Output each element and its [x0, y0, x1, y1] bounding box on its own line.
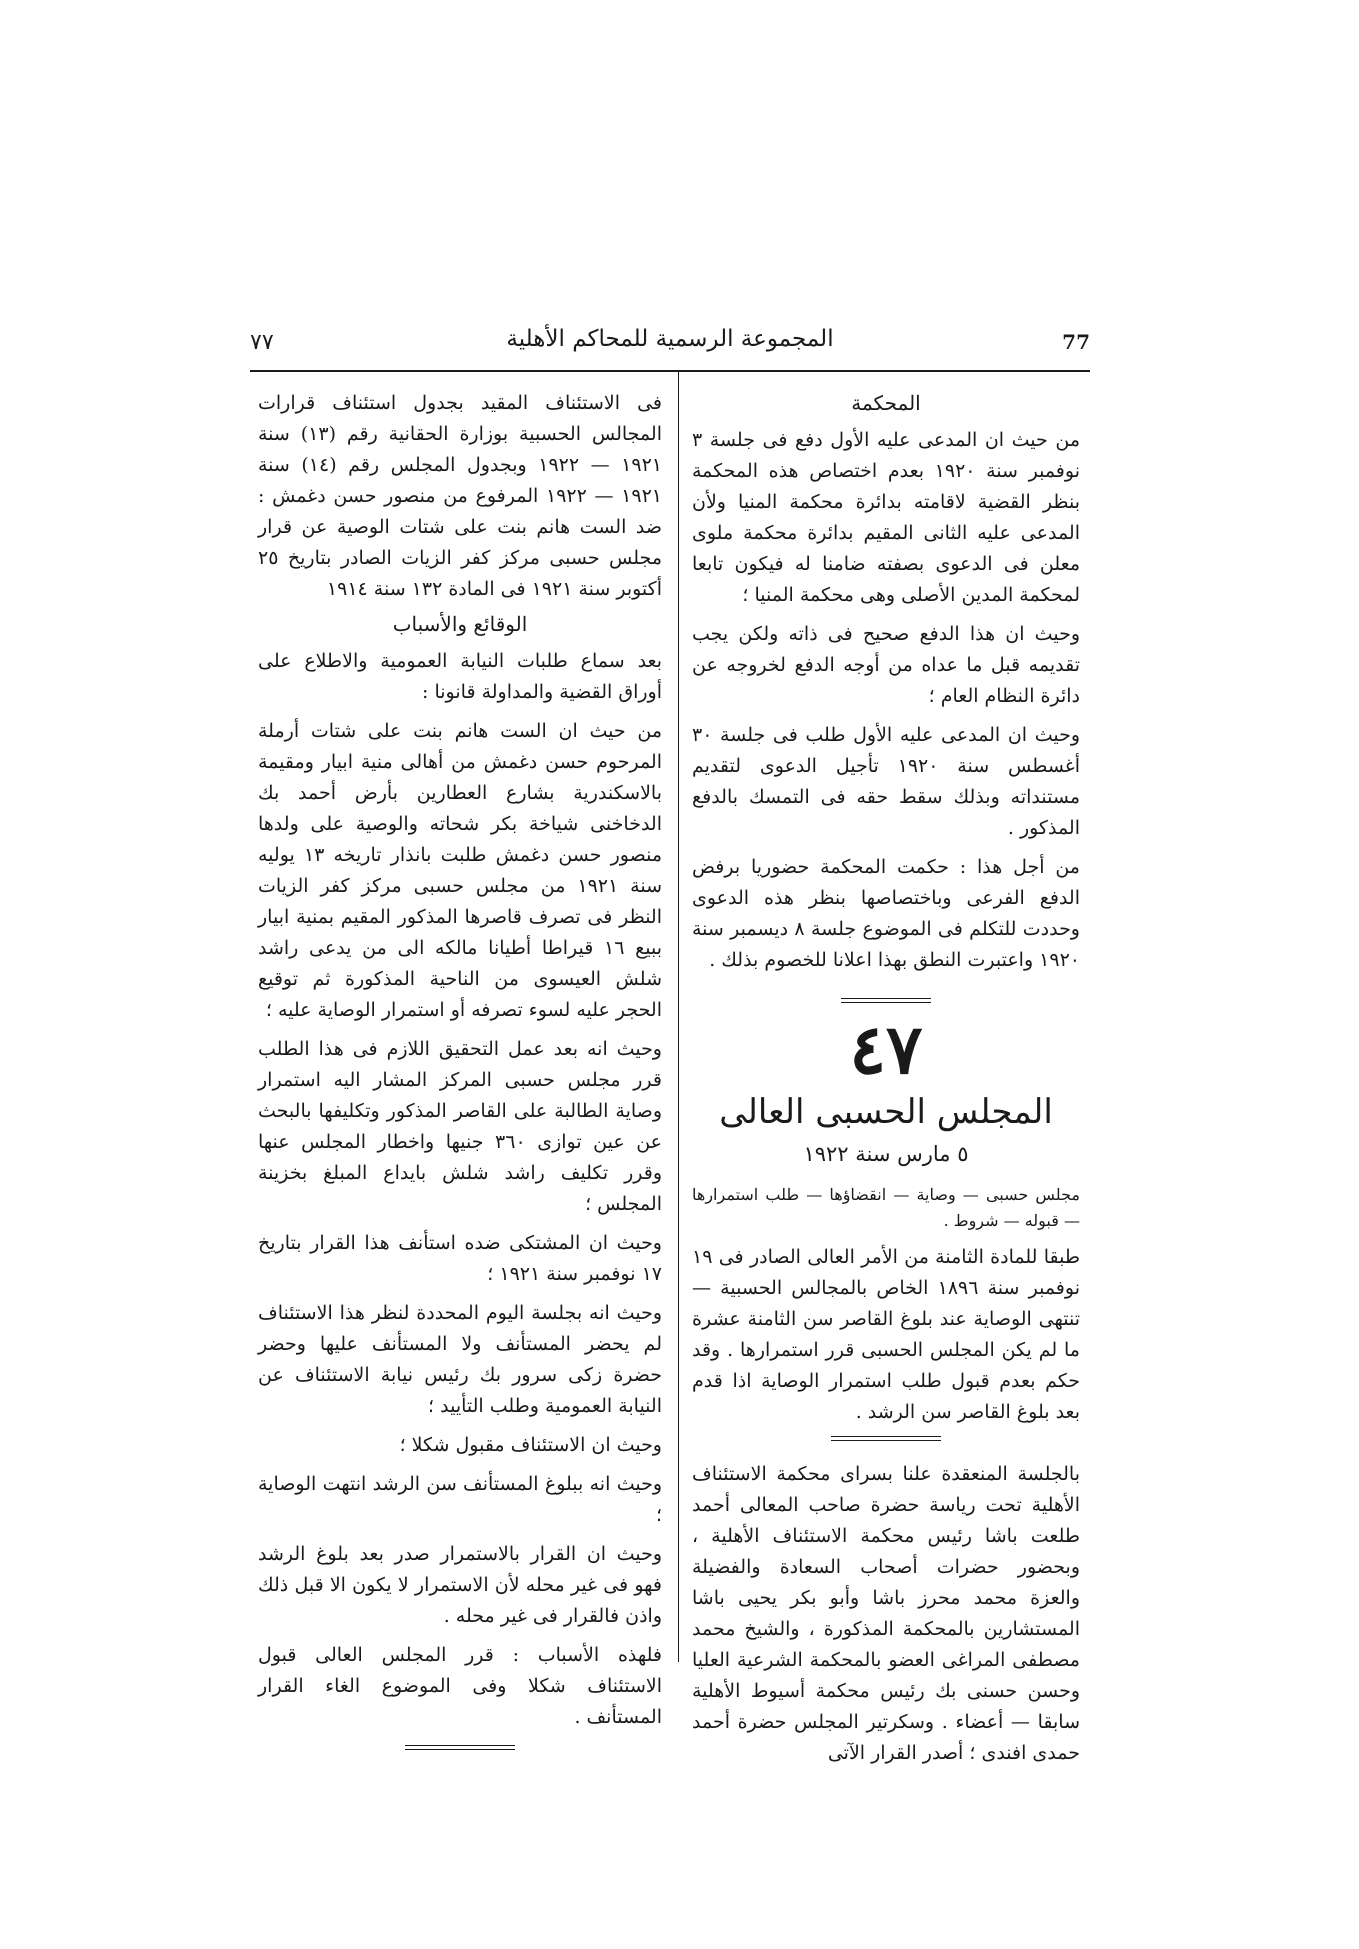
paragraph: وحيث انه بجلسة اليوم المحددة لنظر هذا الاستئناف لم يحضر المستأنف ولا المستأنف عليها وحضر حضرة زكى سرور بك رئيس نيابة الاستئناف عن النيابة العمومية وطلب التأييد ؛ — [258, 1302, 662, 1417]
case-number: ٤٧ — [849, 1010, 923, 1090]
page-header — [250, 326, 1090, 366]
paragraph: وحيث ان الاستئناف مقبول شكلا ؛ — [399, 1434, 662, 1456]
judgment-paragraph: من أجل هذا : حكمت المحكمة حضوريا برفض الدفع الفرعى وباختصاصها بنظر هذه الدعوى وحددت للتكلم فى الموضوع جلسة ٨ ديسمبر سنة ١٩٢٠ واعتبرت النطق بهذا اعلانا للخصوم بذلك . — [692, 856, 1080, 971]
paragraph: وحيث انه بعد عمل التحقيق اللازم فى هذا الطلب قرر مجلس حسبى المركز المشار اليه استمرار وصاية الطالبة على القاصر المذكور وتكليفها بالبحث عن عين توازى ٣٦٠ جنيها واخطار المجلس عنها وقرر تكليف راشد شلش بايداع المبلغ بخزينة المجلس ؛ — [258, 1038, 662, 1215]
case-date: ٥ مارس سنة ١٩٢٢ — [803, 1142, 969, 1166]
session-paragraph: بالجلسة المنعقدة علنا بسراى محكمة الاستئناف الأهلية تحت رياسة حضرة صاحب المعالى أحمد طلعت باشا رئيس محكمة الاستئناف الأهلية ، وبحضور حضرات أصحاب السعادة والفضيلة والعزة محمد محرز باشا وأبو بكر يحيى باشا المستشارين بالمحكمة المذكورة ، والشيخ محمد مصطفى المراغى العضو بالمحكمة الشرعية العليا وحسن حسنى بك رئيس محكمة أسيوط الأهلية سابقا — أعضاء . وسكرتير المجلس حضرة أحمد حمدى افندى ؛ أصدر القرار الآتى — [692, 1463, 1080, 1764]
end-rule — [405, 1745, 515, 1750]
paragraph: من حيث ان المدعى عليه الأول دفع فى جلسة ٣ نوفمبر سنة ١٩٢٠ بعدم اختصاص هذه المحكمة بنظر القضية لاقامته بدائرة محكمة المنيا ولأن المدعى عليه الثانى المقيم بدائرة محكمة ملوى معلن فى الدعوى بصفته ضامنا له فيكون تابعا لمحكمة المدين الأصلى وهى محكمة المنيا ؛ — [692, 429, 1080, 606]
page-number-right: 77 — [1062, 330, 1090, 354]
paragraph: بعد سماع طلبات النيابة العمومية والاطلاع على أوراق القضية والمداولة قانونا : — [258, 650, 662, 703]
right-column — [692, 388, 1080, 1777]
paragraph: وحيث ان القرار بالاستمرار صدر بعد بلوغ الرشد فهو فى غير محله لأن الاستمرار لا يكون الا قبل ذلك واذن فالقرار فى غير محله . — [258, 1543, 662, 1627]
court-heading: المحكمة — [851, 391, 921, 415]
paragraph: وحيث ان المدعى عليه الأول طلب فى جلسة ٣٠ أغسطس سنة ١٩٢٠ تأجيل الدعوى لتقديم مستنداته وبذلك سقط حقه فى التمسك بالدفع المذكور . — [692, 724, 1080, 839]
left-column — [258, 388, 662, 1750]
running-title: المجموعة الرسمية للمحاكم الأهلية — [506, 326, 834, 352]
page-number-left: ٧٧ — [250, 330, 274, 355]
header-rule — [250, 370, 1090, 372]
column-divider — [678, 372, 679, 1662]
section-rule — [841, 998, 931, 1003]
appeal-intro-text: فى الاستئناف المقيد بجدول استئناف قرارات المجالس الحسبية بوزارة الحقانية رقم (١٣) سنة ١٩٢١ — ١٩٢٢ وبجدول المجلس رقم (١٤) سنة ١٩٢١ — ١٩٢٢ المرفوع من منصور حسن دغمش : ضد الست هانم بنت على شتات الوصية عن قرار مجلس حسبى مركز كفر الزيات الصادر بتاريخ ٢٥ أكتوبر سنة ١٩٢١ فى المادة ١٣٢ — [258, 392, 662, 600]
paragraph: من حيث ان الست هانم بنت على شتات أرملة المرحوم حسن دغمش من أهالى منية ابيار ومقيمة بالاسكندرية بشارع العطارين بأرض أحمد بك الدخاخنى شياخة بكر شحاته والوصية على ولدها منصور حسن دغمش طلبت بانذار تاريخه ١٣ يوليه سنة ١٩٢١ من مجلس حسبى مركز كفر الزيات النظر فى تصرف قاصرها المذكور المقيم بمنية ابيار ببيع ١٦ قيراطا أطيانا مالكه الى من يدعى راشد شلش العيسوى من الناحية المذكورة ثم توقيع الحجر عليه لسوء تصرفه أو استمرار الوصاية عليه ؛ — [258, 720, 662, 1021]
facts-heading: الوقائع والأسباب — [392, 612, 528, 636]
summary: طبقا للمادة الثامنة من الأمر العالى الصادر فى ١٩ نوفمبر سنة ١٨٩٦ الخاص بالمجالس الحسبية — تنتهى الوصاية عند بلوغ القاصر سن الثامنة عشرة ما لم يكن المجلس الحسبى قرر استمرارها . وقد حكم بعدم قبول طلب استمرار الوصاية اذا قدم بعد بلوغ القاصر سن الرشد . — [692, 1246, 1080, 1423]
paragraph: وحيث ان هذا الدفع صحيح فى ذاته ولكن يجب تقديمه قبل ما عداه من أوجه الدفع لخروجه عن دائرة النظام العام ؛ — [692, 623, 1080, 707]
appeal-intro — [258, 388, 662, 605]
keywords: مجلس حسبى — وصاية — انقضاؤها — طلب استمرارها — قبوله — شروط . — [692, 1185, 1080, 1230]
ruling-paragraph: فلهذه الأسباب : قرر المجلس العالى قبول الاستئناف شكلا وفى الموضوع الغاء القرار المستأنف . — [258, 1644, 662, 1728]
paragraph: وحيث ان المشتكى ضده استأنف هذا القرار بتاريخ ١٧ نوفمبر سنة ١٩٢١ ؛ — [258, 1232, 662, 1285]
paragraph: وحيث انه ببلوغ المستأنف سن الرشد انتهت الوصاية ؛ — [258, 1473, 662, 1526]
summary-rule — [831, 1436, 941, 1441]
appeal-intro-year: سنة ١٩١٤ — [326, 578, 406, 600]
court-name: المجلس الحسبى العالى — [719, 1092, 1053, 1132]
